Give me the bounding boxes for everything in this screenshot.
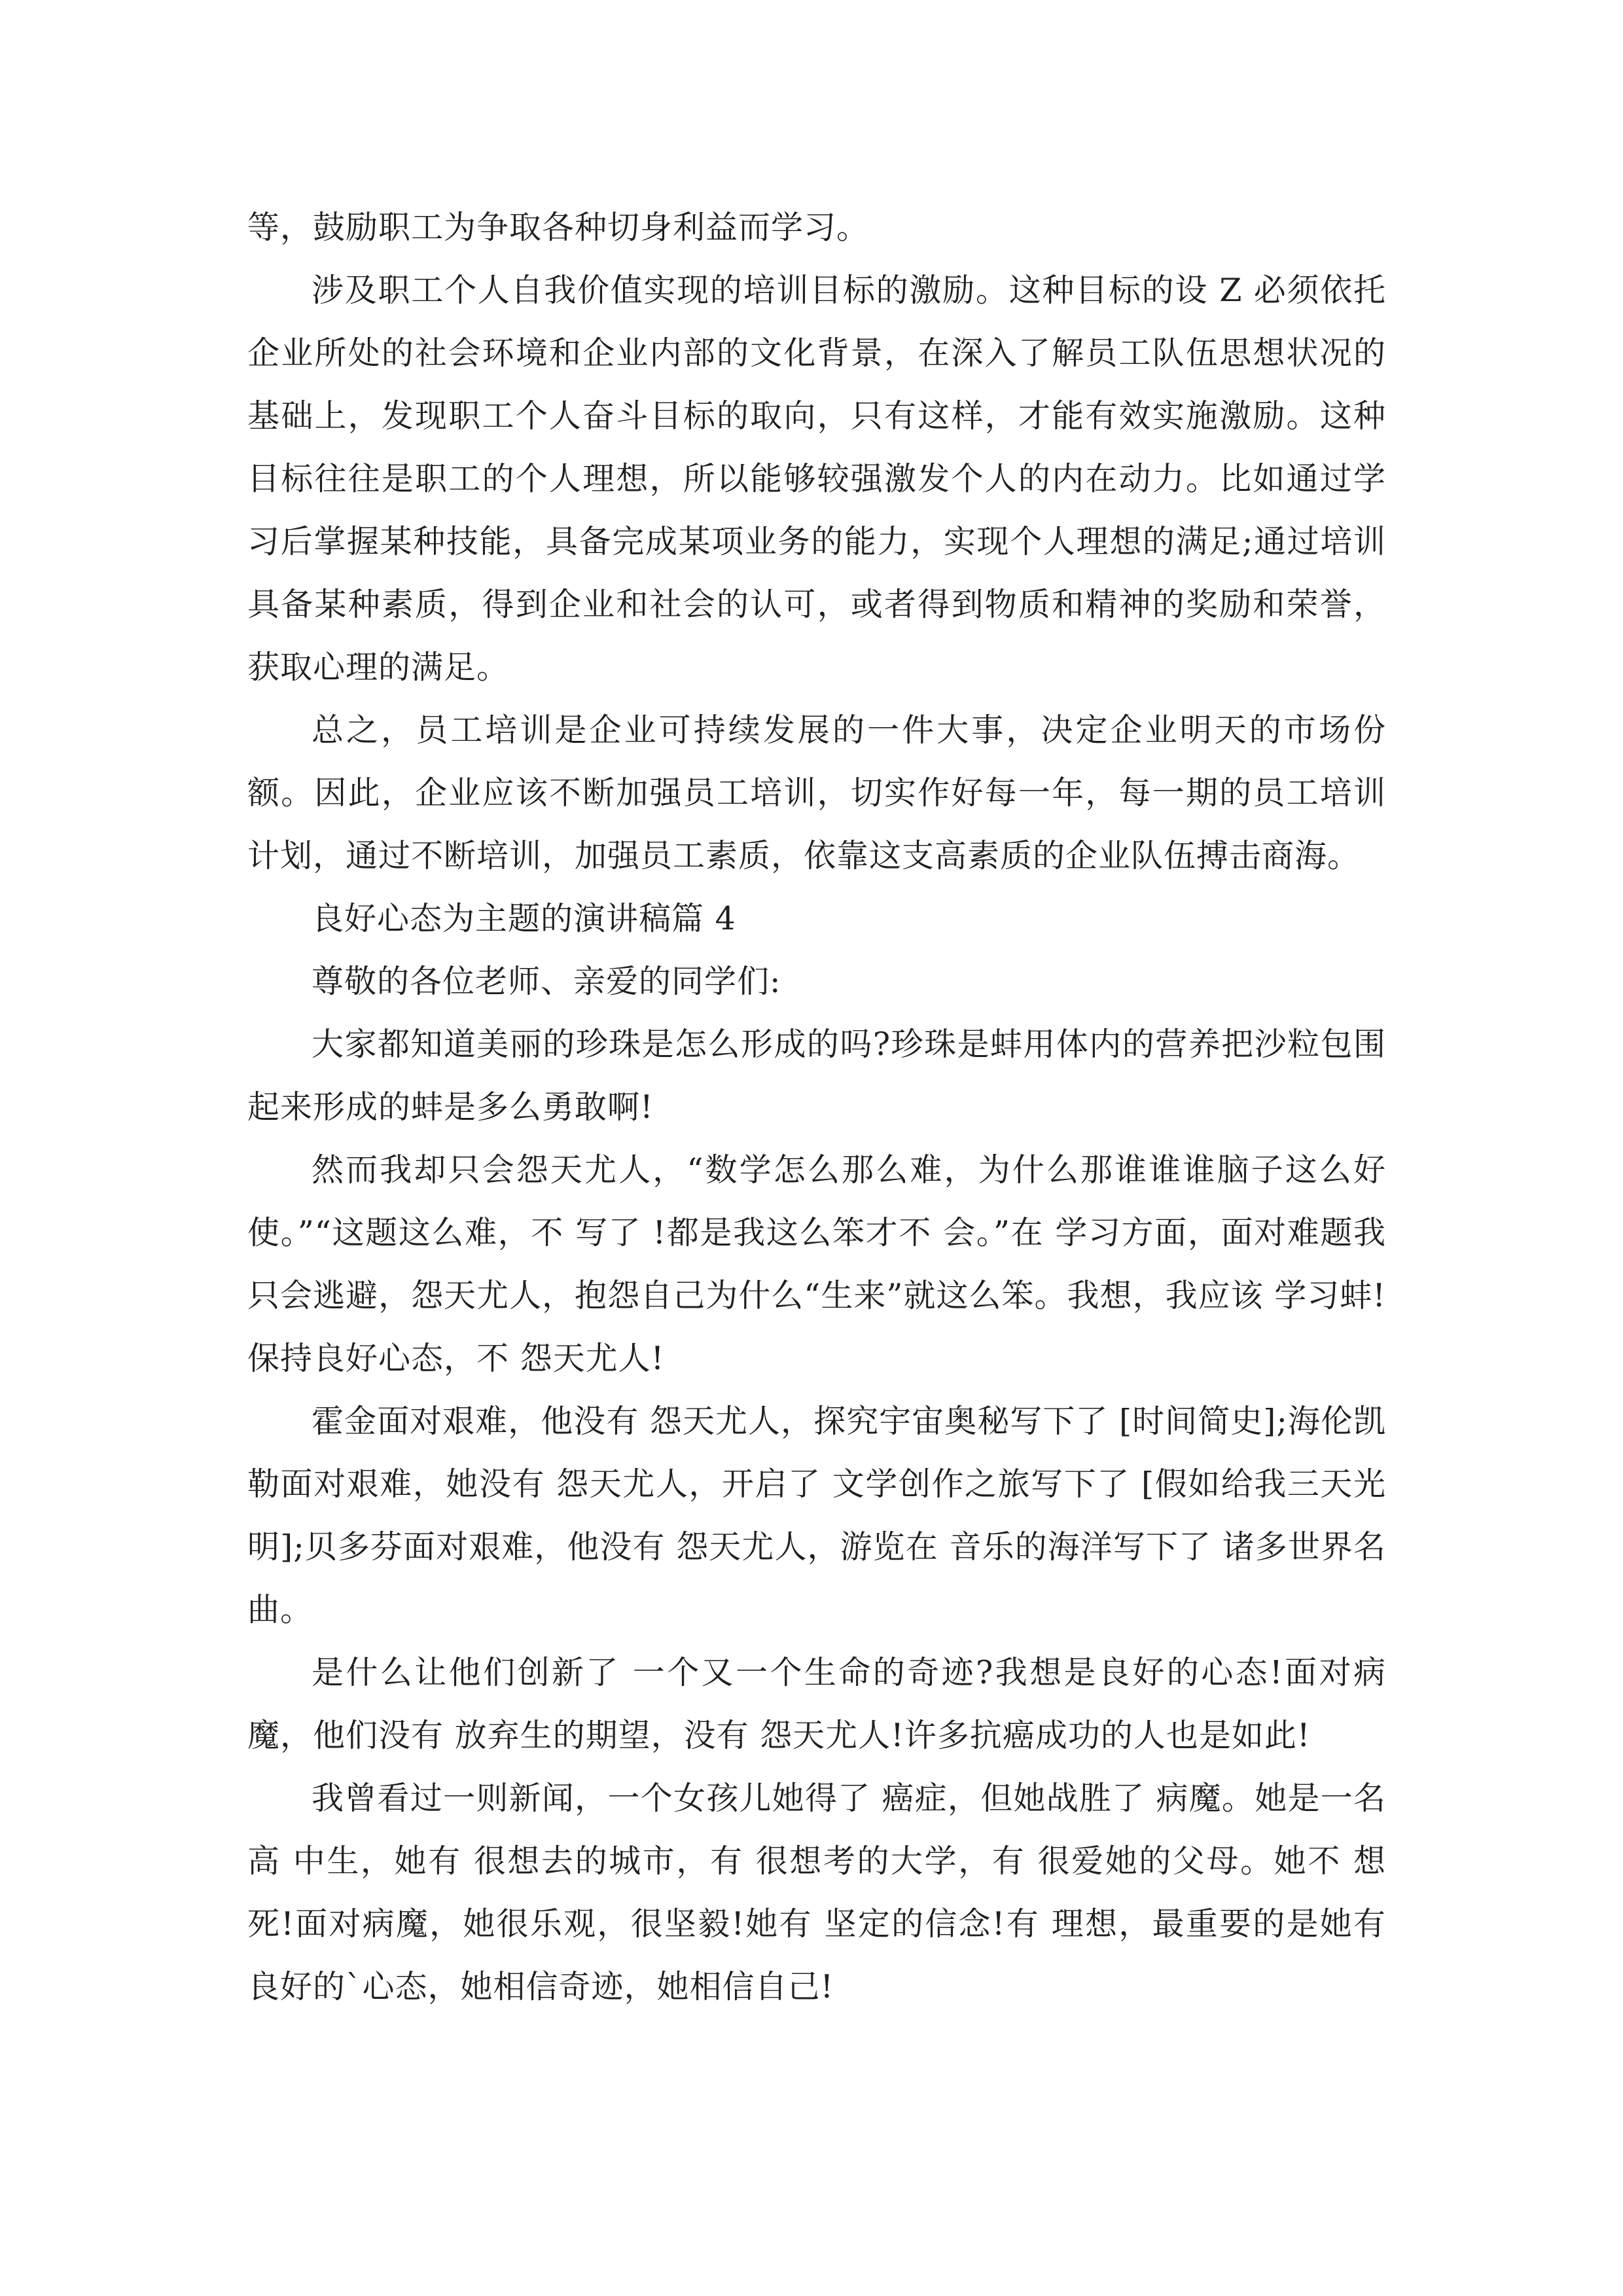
salutation: 尊敬的各位老师、亲爱的同学们: <box>312 963 781 1000</box>
document-body <box>247 196 1386 2018</box>
paragraph-continuation: 等，鼓励职工为争取各种切身利益而学习。 <box>247 209 870 246</box>
paragraph-pearl: 大家都知道美丽的珍珠是怎么形成的吗?珍珠是蚌用体内的营养把沙粒包围起来形成的蚌是多么勇敢啊! <box>247 1026 1386 1126</box>
paragraph-self-value-motivation: 涉及职工个人自我价值实现的培训目标的激励。这种目标的设 Z 必须依托企业所处的社会环境和企业内部的文化背景，在深入了解员工队伍思想状况的基础上，发现职工个人奋斗目标的取向，只有这样，才能有效实施激励。这种目标往往是职工的个人理想，所以能够较强激发个人的内在动力。比如通过学习后掌握某种技能，具备完成某项业务的能力，实现个人理想的满足;通过培训具备某种素质，得到企业和社会的认可，或者得到物质和精神的奖励和荣誉，获取心理的满足。 <box>247 272 1386 686</box>
paragraph-miracle: 是什么让他们创新了 一个又一个生命的奇迹?我想是良好的心态!面对病魔，他们没有 放弃生的期望，没有 怨天尤人!许多抗癌成功的人也是如此! <box>247 1654 1386 1754</box>
paragraph-examples: 霍金面对艰难，他没有 怨天尤人，探究宇宙奥秘写下了 [时间简史];海伦凯勒面对艰难，她没有 怨天尤人，开启了 文学创作之旅写下了 [假如给我三天光明];贝多芬面对艰难，他没有 怨天尤人，游览在 音乐的海洋写下了 诸多世界名曲。 <box>247 1403 1386 1628</box>
paragraph-news-story: 我曾看过一则新闻，一个女孩儿她得了 癌症，但她战胜了 病魔。她是一名高 中生，她有 很想去的城市，有 很想考的大学，有 很爱她的父母。她不 想死!面对病魔，她很乐观，很坚毅!她有 坚定的信念!有 理想，最重要的是她有 良好的`心态，她相信奇迹，她相信自己! <box>247 1780 1386 2005</box>
paragraph-complaint: 然而我却只会怨天尤人，“数学怎么那么难，为什么那谁谁谁脑子这么好使。”“这题这么难，不 写了 !都是我这么笨才不 会。”在 学习方面，面对难题我只会逃避，怨天尤人，抱怨自己为什么“生来”就这么笨。我想，我应该 学习蚌!保持良好心态，不 怨天尤人! <box>247 1151 1386 1377</box>
paragraph-conclusion: 总之，员工培训是企业可持续发展的一件大事，决定企业明天的市场份额。因此，企业应该不断加强员工培训，切实作好每一年，每一期的员工培训计划，通过不断培训，加强员工素质，依靠这支高素质的企业队伍搏击商海。 <box>247 711 1386 874</box>
section-heading: 良好心态为主题的演讲稿篇 4 <box>312 900 736 937</box>
